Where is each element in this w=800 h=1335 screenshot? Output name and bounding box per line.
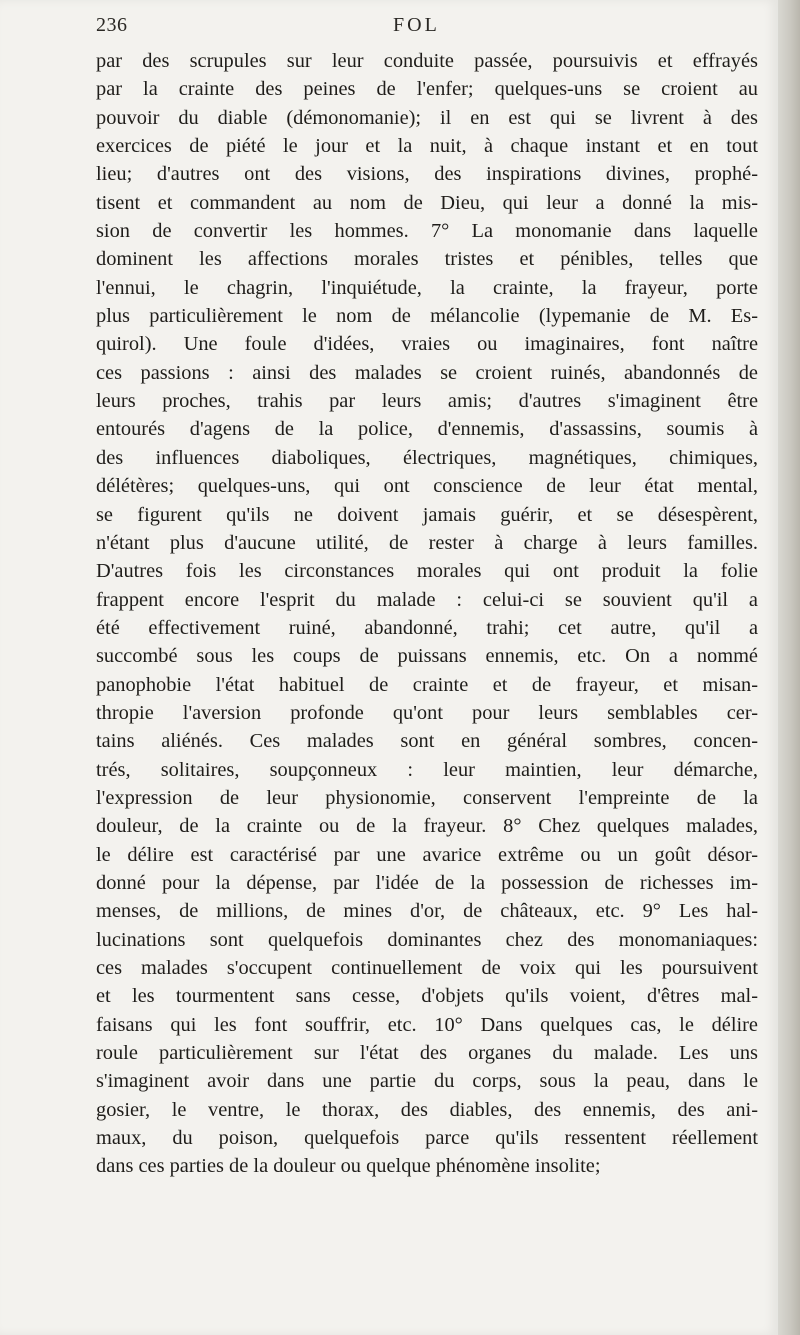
text-line: tains aliénés. Ces malades sont en général sombres, concen- bbox=[96, 730, 758, 753]
text-line: D'autres fois les circonstances morales qui ont produit la folie bbox=[96, 560, 758, 583]
text-line: des influences diaboliques, électriques, magnétiques, chimiques, bbox=[96, 446, 758, 469]
text-line: n'étant plus d'aucune utilité, de rester à charge à leurs familles. bbox=[96, 531, 758, 554]
text-line: se figurent qu'ils ne doivent jamais guérir, et se désespèrent, bbox=[96, 503, 758, 526]
text-line: par des scrupules sur leur conduite passée, poursuivis et effrayés bbox=[96, 50, 758, 72]
text-line: lieu; d'autres ont des visions, des inspirations divines, prophé- bbox=[96, 163, 758, 186]
text-line: lucinations sont quelquefois dominantes chez des monomaniaques: bbox=[96, 928, 758, 951]
text-line: s'imaginent avoir dans une partie du corps, sous la peau, dans le bbox=[96, 1070, 758, 1093]
text-line: roule particulièrement sur l'état des organes du malade. Les uns bbox=[96, 1042, 758, 1065]
text-line: été effectivement ruiné, abandonné, trahi; cet autre, qu'il a bbox=[96, 616, 758, 639]
text-line: délétères; quelques-uns, qui ont conscience de leur état mental, bbox=[96, 475, 758, 498]
text-line: l'expression de leur physionomie, conservent l'empreinte de la bbox=[96, 786, 758, 809]
text-line: gosier, le ventre, le thorax, des diables, des ennemis, des ani- bbox=[96, 1098, 758, 1121]
text-line: entourés d'agens de la police, d'ennemis, d'assassins, soumis à bbox=[96, 418, 758, 441]
text-line: ces passions : ainsi des malades se croient ruinés, abandonnés de bbox=[96, 361, 758, 384]
text-line: faisans qui les font souffrir, etc. 10° Dans quelques cas, le délire bbox=[96, 1013, 758, 1036]
running-head: FOL bbox=[393, 14, 440, 36]
text-line: et les tourmentent sans cesse, d'objets qu'ils voient, d'êtres mal- bbox=[96, 985, 758, 1008]
text-line: maux, du poison, quelquefois parce qu'ils ressentent réellement bbox=[96, 1127, 758, 1150]
text-line: le délire est caractérisé par une avarice extrême ou un goût désor- bbox=[96, 843, 758, 866]
text-line: l'ennui, le chagrin, l'inquiétude, la crainte, la frayeur, porte bbox=[96, 276, 758, 299]
text-line: leurs proches, trahis par leurs amis; d'autres s'imaginent être bbox=[96, 390, 758, 413]
text-line: exercices de piété le jour et la nuit, à chaque instant et en tout bbox=[96, 135, 758, 158]
text-line: thropie l'aversion profonde qu'ont pour leurs semblables cer- bbox=[96, 701, 758, 724]
text-line: donné pour la dépense, par l'idée de la possession de richesses im- bbox=[96, 871, 758, 894]
text-line: dominent les affections morales tristes et pénibles, telles que bbox=[96, 248, 758, 271]
text-line: menses, de millions, de mines d'or, de châteaux, etc. 9° Les hal- bbox=[96, 900, 758, 923]
text-line: ces malades s'occupent continuellement de voix qui les poursuivent bbox=[96, 957, 758, 979]
text-line: tisent et commandent au nom de Dieu, qui leur a donné la mis- bbox=[96, 191, 758, 214]
text-line: dans ces parties de la douleur ou quelque phénomène insolite; bbox=[96, 1155, 601, 1178]
text-line: quirol). Une foule d'idées, vraies ou imaginaires, font naître bbox=[96, 333, 758, 356]
text-line: par la crainte des peines de l'enfer; quelques-uns se croient au bbox=[96, 78, 758, 101]
page-number: 236 bbox=[96, 14, 128, 36]
text-line: panophobie l'état habituel de crainte et de frayeur, et misan- bbox=[96, 673, 758, 696]
page-edge bbox=[778, 0, 800, 1335]
text-line: frappent encore l'esprit du malade : celui-ci se souvient qu'il a bbox=[96, 588, 758, 611]
text-line: trés, solitaires, soupçonneux : leur maintien, leur démarche, bbox=[96, 758, 758, 781]
page-header bbox=[96, 14, 756, 40]
body-text bbox=[96, 47, 758, 1181]
text-line: pouvoir du diable (démonomanie); il en est qui se livrent à des bbox=[96, 106, 758, 129]
text-line: succombé sous les coups de puissans ennemis, etc. On a nommé bbox=[96, 645, 758, 668]
text-line: douleur, de la crainte ou de la frayeur. 8° Chez quelques malades, bbox=[96, 815, 758, 838]
text-line: plus particulièrement le nom de mélancolie (lypemanie de M. Es- bbox=[96, 305, 758, 328]
text-line: sion de convertir les hommes. 7° La monomanie dans laquelle bbox=[96, 220, 758, 243]
